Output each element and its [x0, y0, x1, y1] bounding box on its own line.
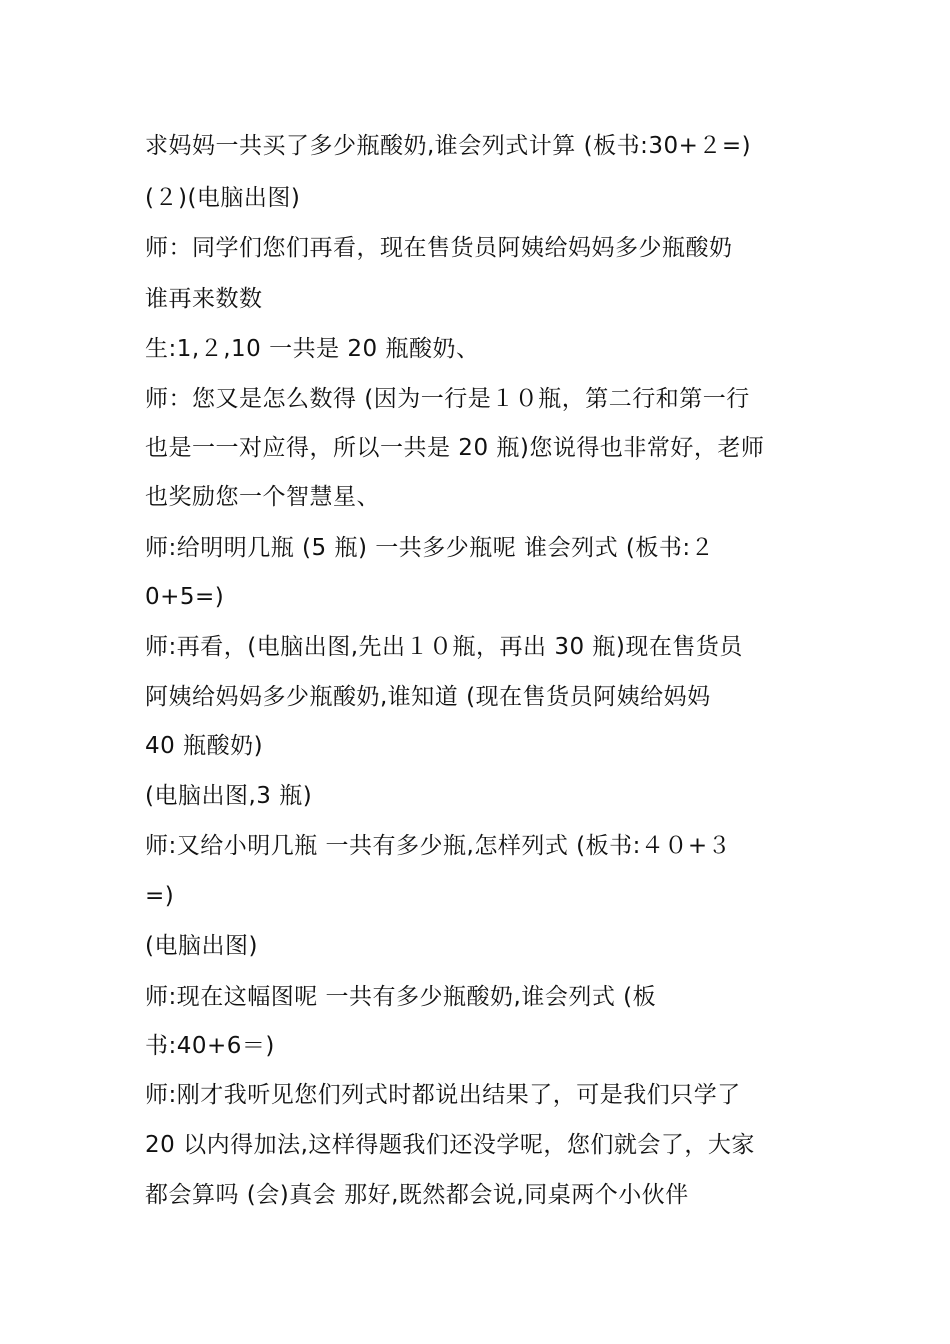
text-line-9: 师:给明明几瓶 (5 瓶) 一共多少瓶呢 谁会列式 (板书:２ — [145, 535, 715, 561]
text-line-13: 40 瓶酸奶) — [145, 733, 264, 759]
text-line-1: 求妈妈一共买了多少瓶酸奶,谁会列式计算 (板书:30+２=) — [145, 133, 752, 159]
text-line-2: (２)(电脑出图) — [145, 185, 301, 211]
text-line-19: 书:40+6＝) — [145, 1033, 275, 1059]
text-line-5: 生:1,２,10 一共是 20 瓶酸奶、 — [145, 336, 480, 362]
text-line-10: 0+5=) — [145, 584, 225, 610]
text-line-3: 师：同学们您们再看，现在售货员阿姨给妈妈多少瓶酸奶 — [145, 235, 733, 261]
text-line-17: (电脑出图) — [145, 933, 258, 959]
text-line-21: 20 以内得加法,这样得题我们还没学呢，您们就会了，大家 — [145, 1132, 755, 1158]
text-line-12: 阿姨给妈妈多少瓶酸奶,谁知道 (现在售货员阿姨给妈妈 — [145, 684, 711, 710]
text-line-11: 师:再看，(电脑出图,先出１０瓶，再出 30 瓶)现在售货员 — [145, 634, 743, 660]
text-line-15: 师:又给小明几瓶 一共有多少瓶,怎样列式 (板书:４０+３ — [145, 833, 732, 859]
text-line-16: =) — [145, 883, 175, 909]
text-line-6: 师：您又是怎么数得 (因为一行是１０瓶，第二行和第一行 — [145, 386, 750, 412]
text-line-18: 师:现在这幅图呢 一共有多少瓶酸奶,谁会列式 (板 — [145, 984, 657, 1010]
text-line-20: 师:刚才我听见您们列式时都说出结果了，可是我们只学了 — [145, 1082, 741, 1108]
text-line-4: 谁再来数数 — [145, 286, 263, 312]
text-line-8: 也奖励您一个智慧星、 — [145, 484, 380, 510]
text-line-22: 都会算吗 (会)真会 那好,既然都会说,同桌两个小伙伴 — [145, 1182, 689, 1208]
text-line-14: (电脑出图,3 瓶) — [145, 783, 313, 809]
text-line-7: 也是一一对应得，所以一共是 20 瓶)您说得也非常好，老师 — [145, 435, 765, 461]
